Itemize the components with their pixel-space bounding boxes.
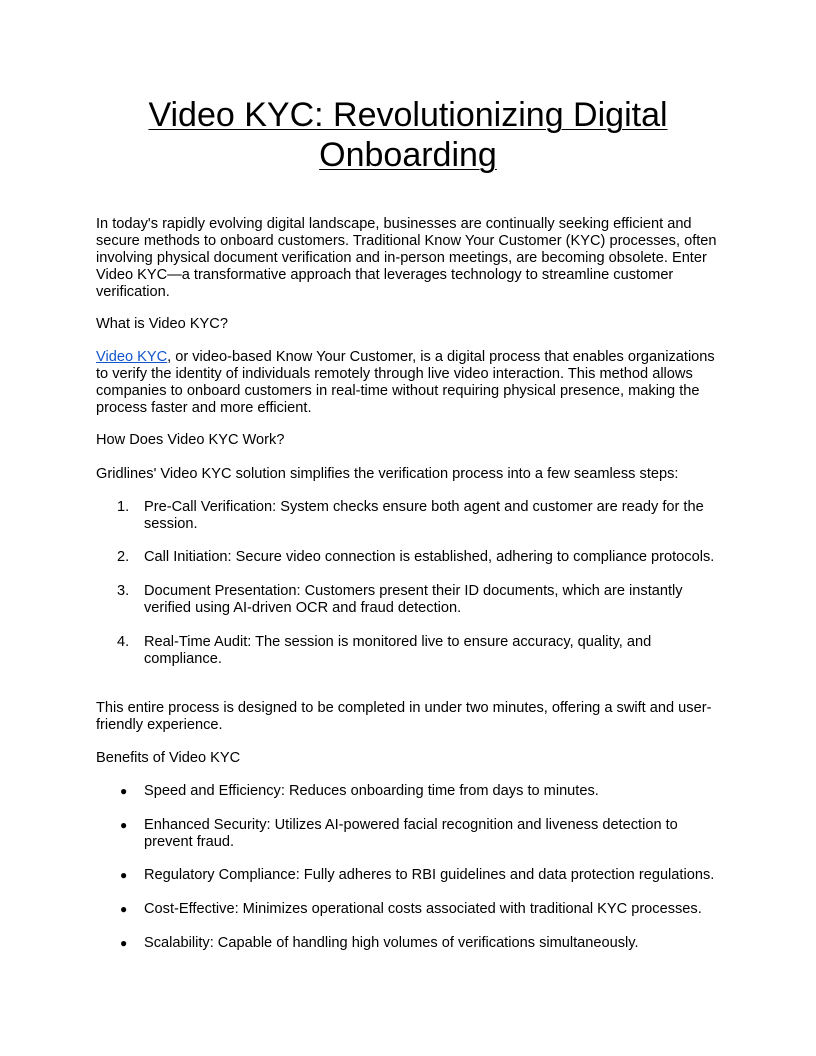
step-text: Call Initiation: Secure video connection is established, adhering to compliance protocols.	[144, 549, 715, 565]
step-text: Pre-Call Verification: System checks ensure both agent and customer are ready for the session.	[144, 499, 704, 532]
section-heading-benefits: Benefits of Video KYC	[96, 750, 241, 766]
bullet-icon: ●	[120, 818, 128, 832]
benefit-text: Enhanced Security: Utilizes AI-powered facial recognition and liveness detection to prevent fraud.	[144, 817, 678, 850]
benefit-list-item	[120, 901, 724, 918]
step-text: Document Presentation: Customers present their ID documents, which are instantly verified using AI-driven OCR and fraud detection.	[144, 583, 683, 616]
video-kyc-link[interactable]: Video KYC	[96, 349, 168, 365]
benefit-list-item	[120, 817, 724, 851]
benefit-list-item	[120, 935, 724, 952]
step-text: Real-Time Audit: The session is monitored live to ensure accuracy, quality, and compliance.	[144, 634, 652, 667]
benefit-list-item	[120, 867, 724, 884]
step-list-item	[117, 499, 724, 533]
benefit-text: Regulatory Compliance: Fully adheres to RBI guidelines and data protection regulations.	[144, 867, 715, 883]
how-it-works-intro: Gridlines' Video KYC solution simplifies the verification process into a few seamless steps:	[96, 466, 679, 482]
section-heading-how-it-works: How Does Video KYC Work?	[96, 432, 285, 448]
benefit-text: Scalability: Capable of handling high volumes of verifications simultaneously.	[144, 935, 639, 951]
bullet-icon: ●	[120, 868, 128, 882]
step-list-item	[117, 583, 724, 617]
benefit-text: Cost-Effective: Minimizes operational costs associated with traditional KYC processes.	[144, 901, 702, 917]
what-is-paragraph	[96, 349, 722, 417]
bullet-icon: ●	[120, 902, 128, 916]
step-list-item	[117, 549, 724, 566]
step-number: 3.	[117, 583, 130, 599]
section-heading-what-is: What is Video KYC?	[96, 316, 228, 332]
intro-paragraph: In today's rapidly evolving digital landscape, businesses are continually seeking efficient and secure methods to onboard customers. Traditional Know Your Customer (KYC) processes, often involving physical document verification and in-person meetings, are becoming obsolete. Enter Video KYC—a transformative approach that leverages technology to streamline customer verification.	[96, 216, 717, 300]
step-list-item	[117, 634, 724, 668]
benefit-text: Speed and Efficiency: Reduces onboarding time from days to minutes.	[144, 783, 599, 799]
what-is-paragraph-text: , or video-based Know Your Customer, is a digital process that enables organizations to verify the identity of individuals remotely through live video interaction. This method allows companies to onboard customers in real-time without requiring physical presence, making the process faster and more efficient.	[96, 349, 715, 416]
bullet-icon: ●	[120, 784, 128, 798]
step-number: 2.	[117, 549, 130, 565]
page-title: Video KYC: Revolutionizing Digital Onboarding	[148, 96, 668, 174]
how-it-works-outro: This entire process is designed to be completed in under two minutes, offering a swift and user-friendly experience.	[96, 700, 712, 733]
step-number: 1.	[117, 499, 130, 515]
bullet-icon: ●	[120, 936, 128, 950]
step-number: 4.	[117, 634, 130, 650]
benefit-list-item	[120, 783, 724, 800]
